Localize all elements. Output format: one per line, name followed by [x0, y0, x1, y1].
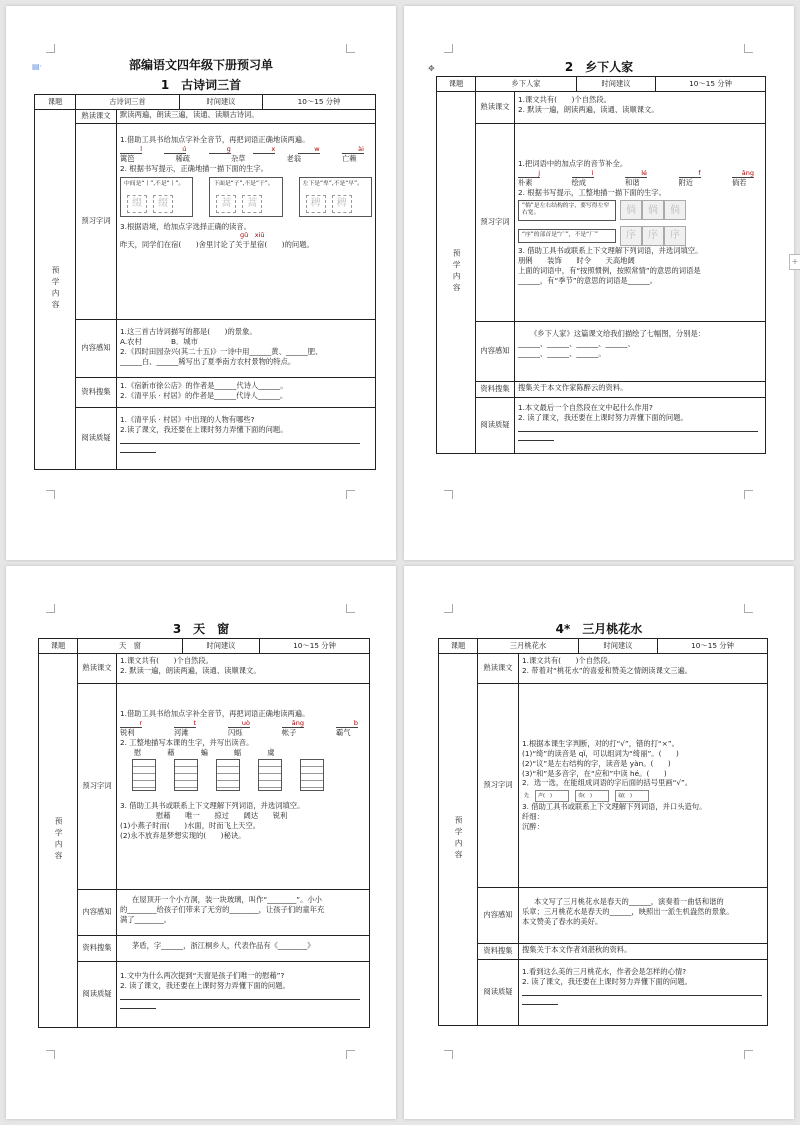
character-row	[120, 748, 366, 758]
question: 1.看到这么美的三月桃花水，作者会是怎样的心情?	[522, 967, 687, 976]
choice-boxes	[522, 790, 764, 802]
answer-blanks[interactable]: ______、______、______、______、	[518, 338, 635, 348]
row-label: 阅读质疑	[476, 397, 515, 453]
row-label: 内容感知	[78, 889, 117, 935]
page-1	[6, 6, 396, 560]
pinyin-row	[120, 145, 372, 154]
crop-mark	[46, 490, 55, 499]
header-time-label: 时间建议	[180, 95, 263, 109]
row-yuedu	[76, 407, 375, 469]
table-header	[39, 639, 369, 654]
question: 2.读了课文，我还要在上课时努力弄懂下面的问题。	[120, 424, 288, 434]
preview-table	[438, 638, 768, 1026]
word: 和谐	[625, 177, 640, 187]
word-list: 朋俐 装饰 时令 天高地阔	[518, 256, 635, 265]
trace-cell[interactable]: 序	[620, 226, 642, 246]
pinyin-blank[interactable]: lé	[625, 169, 647, 178]
crop-mark	[346, 44, 355, 53]
pinyin-blank[interactable]: l	[120, 145, 142, 154]
header-time-label: 时间建议	[577, 77, 656, 91]
table-header	[437, 77, 765, 92]
row-label: 资料搜集	[476, 381, 515, 397]
question: 茅盾，字______，浙江桐乡人，代表作品有《________》	[132, 941, 315, 950]
lesson-title: 2 乡下人家	[564, 60, 634, 74]
header-time: 10～15 分钟	[297, 97, 341, 107]
page-4	[404, 566, 794, 1119]
pinyin-row	[120, 719, 366, 728]
writing-grid[interactable]	[300, 759, 324, 791]
trace-cell[interactable]: 稗	[332, 195, 352, 213]
lesson-title: 4* 三月桃花水	[555, 622, 643, 636]
word: 杂草	[231, 153, 246, 163]
page-2	[404, 6, 799, 560]
trace-cell[interactable]: 倘	[620, 200, 642, 220]
writing-hint: 左下是“卑”,不是“早”。	[302, 180, 363, 187]
left-column	[35, 109, 76, 469]
pinyin-hint: ɡǔ xiū	[240, 231, 265, 240]
trace-cell[interactable]: 稗	[306, 195, 326, 213]
question: 2. 读了课文，我还要在上课时努力弄懂下面的问题。	[120, 980, 290, 990]
page-title: 部编语文四年级下册预习单	[128, 58, 273, 72]
instruction: 3.根据语境，给加点字选择正确的读音。	[120, 221, 252, 231]
instruction: 3. 借助工具书或联系上下文理解下列词语，并口头造句。	[522, 802, 707, 812]
question: 在屋顶开一个小方洞，装一块玻璃，叫作“________”。小小	[132, 895, 322, 904]
instruction: 2．选一选，在能组成词语的字后面的括号里画“√”。	[522, 778, 693, 788]
word-row	[120, 728, 366, 738]
pinyin-row	[518, 169, 762, 178]
instruction: 2. 默读一遍，朗读两遍，读通、读顺课文。	[120, 665, 261, 675]
question: 1.课文共有( )个自然段。	[522, 656, 615, 665]
question: 1.文中为什么两次提到“天窗是孩子们唯一的慰藉”?	[120, 971, 285, 980]
trace-cell[interactable]: 倘	[664, 200, 686, 220]
word: 倘若	[732, 177, 747, 187]
answer-line[interactable]	[120, 435, 360, 444]
character: 蝠	[233, 747, 242, 757]
header-time-label: 时间建议	[579, 639, 658, 653]
word-row	[518, 178, 762, 188]
writing-hint: 下面是“子”,不是“于”。	[213, 180, 274, 187]
word: 篱笆	[120, 153, 135, 163]
writing-grid[interactable]	[132, 759, 156, 791]
row-label: 阅读质疑	[76, 407, 117, 469]
word-list: 慰藉 唯一 掠过 阔达 锐利	[156, 811, 288, 821]
question: 沉醉：	[522, 821, 544, 831]
question: 1.《宿新市徐公店》的作者是______代诗人______。	[120, 381, 288, 390]
pinyin-blank[interactable]: ì	[572, 169, 594, 178]
left-column-label: 预学内容	[452, 249, 462, 295]
row-label: 熟读课文	[76, 109, 117, 123]
answer-line[interactable]	[522, 996, 558, 1005]
page-3	[6, 566, 396, 1119]
writing-hint: “倘”是左右结构的字，要写得左窄右宽。	[518, 200, 616, 222]
row-label: 预习字词	[476, 123, 515, 321]
judgement-item: (2)“议”是左右结构的字，读音是 yàn。( )	[522, 758, 671, 768]
question: 纤细：	[522, 812, 544, 822]
pinyin-blank[interactable]: w	[298, 145, 320, 154]
word: 绘成	[571, 177, 587, 187]
answer-line[interactable]	[518, 423, 758, 432]
row-yuxi	[478, 683, 767, 888]
document-icon[interactable]: ▤·	[32, 62, 43, 71]
row-label: 预习字词	[76, 123, 117, 319]
judgement-item: (1)“绮”的读音是 qǐ，可以组词为“绮丽”。( )	[522, 748, 679, 758]
header-course: 三月桃花水	[478, 639, 579, 653]
instruction: 3. 借助工具书或联系上下文理解下列词语，并选词填空。	[120, 801, 305, 811]
move-handle-icon[interactable]: ✥	[428, 64, 435, 73]
crop-mark	[46, 1050, 55, 1059]
table-header	[439, 639, 767, 654]
question: 本文赞美了春水的美好。	[522, 916, 603, 926]
left-column	[439, 653, 478, 1025]
row-neirong	[76, 319, 375, 378]
answer-blanks[interactable]: ______、______、______。	[518, 348, 606, 358]
table-header	[35, 95, 375, 110]
pinyin-blank[interactable]: ú	[164, 145, 186, 154]
pinyin-blank[interactable]: t	[174, 719, 196, 728]
trace-cell[interactable]: 蒿	[242, 195, 262, 213]
question: 1.这三首古诗词描写的都是( )的景象。	[120, 327, 257, 336]
row-label: 内容感知	[478, 887, 519, 943]
question: 上面的词语中，有“按照惯例，按照常情”的意思的词语是	[518, 265, 701, 275]
row-yuxi	[78, 683, 369, 890]
trace-cell[interactable]: 缀	[127, 195, 147, 213]
trace-cell[interactable]: 蒿	[216, 195, 236, 213]
writing-hint: “序”的部首是“广”，不是“厂”	[518, 229, 616, 243]
question: 2. 读了课文，我还要在上课时努力弄懂下面的问题。	[522, 976, 692, 986]
row-shudu	[478, 653, 767, 684]
row-shudu	[476, 91, 765, 124]
crop-mark	[744, 1050, 753, 1059]
question: 2.《四时田园杂兴(其二十五)》一诗中用______黄、______肥、	[120, 346, 323, 356]
left-column-label: 预学内容	[54, 817, 64, 863]
row-shudu	[78, 653, 369, 684]
header-course: 古诗词三首	[76, 95, 180, 109]
answer-line[interactable]	[120, 991, 360, 1000]
pinyin-blank[interactable]: j	[518, 169, 540, 178]
writing-box	[209, 177, 282, 217]
choice-box[interactable]: 奏( )	[575, 790, 609, 802]
question: (2)永不放弃是梦想实现的( )秘诀。	[120, 830, 246, 840]
writing-grid[interactable]	[258, 759, 282, 791]
preview-table	[436, 76, 766, 454]
question: 1.课文共有( )个自然段。	[518, 95, 611, 104]
word: 老翁	[286, 153, 302, 163]
character: 蝙	[200, 747, 208, 757]
row-ziliao	[78, 935, 369, 962]
instruction: 2. 默读一遍，朗读两遍，读通、读顺课文。	[518, 104, 659, 114]
row-neirong	[478, 887, 767, 944]
judgement-item: (3)“和”是多音字，在“应和”中读 hé。( )	[522, 768, 667, 778]
crop-mark	[444, 44, 453, 53]
row-shudu	[76, 109, 375, 124]
row-label: 资料搜集	[78, 935, 117, 961]
question: 搜集关于本文作家陈醉云的资料。	[518, 383, 628, 392]
writing-grid[interactable]	[216, 759, 240, 791]
question: 2.《清平乐 · 村居》的作者是______代诗人______。	[120, 390, 288, 400]
header-keti: 课题	[439, 639, 478, 653]
question: ______，有“季节”的意思的词语是______。	[518, 275, 657, 285]
trace-cell[interactable]: 缀	[153, 195, 173, 213]
word: 朴素	[518, 177, 533, 187]
word: 稀疏	[175, 153, 191, 163]
writing-boxes	[518, 200, 762, 247]
header-keti: 课题	[437, 77, 476, 91]
word: 闪烁	[228, 727, 243, 737]
question: 乐章；三月桃花水是春天的______，映照出一派生机盎然的景象。	[522, 906, 734, 916]
character: 慰	[134, 747, 142, 757]
crop-mark	[444, 1050, 453, 1059]
trace-cell[interactable]: 倘	[642, 200, 664, 220]
trace-cell[interactable]: 序	[642, 226, 664, 246]
pinyin-blank[interactable]: x	[253, 145, 275, 154]
row-label: 预习字词	[478, 683, 519, 887]
word: 附近	[678, 177, 694, 187]
crop-mark	[744, 604, 753, 613]
instruction: 1.把词语中的加点字的音节补全。	[518, 159, 628, 168]
row-label: 阅读质疑	[478, 959, 519, 1025]
lesson-title: 1 古诗词三首	[160, 78, 242, 92]
row-ziliao	[478, 943, 767, 960]
answer-line[interactable]	[518, 432, 554, 441]
pinyin-blank[interactable]: ɡ	[209, 145, 231, 154]
instruction: 3. 借助工具书或联系上下文理解下列词语，并选词填空。	[518, 246, 703, 256]
header-keti: 课题	[35, 95, 76, 109]
question: 搜集关于本文作者刘湛秋的资料。	[522, 945, 632, 954]
preview-table	[38, 638, 370, 1028]
word-row	[120, 154, 372, 164]
choice-box[interactable]: 叙( )	[615, 790, 649, 802]
word: 亡赖	[342, 153, 357, 163]
writing-grids	[120, 759, 366, 791]
instruction: 1.借助工具书给加点字补全音节，再把词语正确地读两遍。	[120, 709, 310, 718]
answer-line[interactable]	[120, 1000, 156, 1009]
question: (1)小燕子时而( )水面，时而飞上天空。	[120, 821, 261, 831]
row-label: 资料搜集	[478, 943, 519, 959]
question: 《乡下人家》这篇课文给我们描绘了七幅图，分别是：	[530, 329, 706, 338]
header-time: 10～15 分钟	[689, 79, 732, 89]
crop-mark	[744, 44, 753, 53]
header-keti: 课题	[39, 639, 78, 653]
row-label: 熟读课文	[78, 653, 117, 683]
preview-table	[34, 94, 376, 470]
crop-mark	[346, 604, 355, 613]
pinyin-blank[interactable]: uò	[228, 719, 250, 728]
instruction: 1.借助工具书给加点字补全音节，再把词语正确地读两遍。	[120, 135, 310, 144]
question: ______白、______稀写出了夏季南方农村景物的特点。	[120, 356, 296, 366]
left-column-label: 预学内容	[454, 816, 464, 862]
instruction: 2. 带着对“桃花水”的喜爱和赞美之情朗读课文三遍。	[522, 665, 693, 675]
writing-box	[120, 177, 193, 217]
header-time: 10～15 分钟	[293, 641, 336, 651]
instruction: 2. 根据书写提示，工整地描一描下面的生字。	[518, 187, 666, 197]
header-course: 乡下人家	[476, 77, 577, 91]
lesson-title: 3 天 窗	[172, 622, 230, 636]
question: 1.《清平乐 · 村居》中出现的人物有哪些?	[120, 415, 255, 424]
crop-mark	[444, 490, 453, 499]
writing-grid[interactable]	[174, 759, 198, 791]
character: 虞	[267, 747, 275, 757]
left-column	[437, 91, 476, 453]
question: 1.本文最后一个自然段在文中起什么作用?	[518, 403, 653, 412]
left-column	[39, 653, 78, 1027]
row-neirong	[476, 321, 765, 382]
row-yuxi	[76, 123, 375, 320]
row-yuedu	[78, 961, 369, 1027]
header-time: 10～15 分钟	[691, 641, 734, 651]
header-course: 天 窗	[78, 639, 183, 653]
row-label: 阅读质疑	[78, 961, 117, 1027]
crop-mark	[46, 604, 55, 613]
row-ziliao	[476, 381, 765, 398]
add-icon[interactable]: +	[789, 254, 800, 270]
row-label: 预习字词	[78, 683, 117, 889]
row-ziliao	[76, 377, 375, 408]
word: 锐利	[120, 727, 135, 737]
pinyin-blank[interactable]: ài	[342, 145, 364, 154]
question: 1.课文共有( )个自然段。	[120, 656, 213, 665]
row-text: 默读两遍，朗读三遍，读通、读顺古诗词。	[120, 110, 259, 119]
word: 霸气	[336, 727, 351, 737]
instruction: 2. 工整地描写本课的生字，并写出读音。	[120, 737, 254, 747]
pinyin-blank[interactable]: r	[120, 719, 142, 728]
question: 2. 读了课文，我还要在上课时努力弄懂下面的问题。	[518, 412, 688, 422]
row-label: 内容感知	[476, 321, 515, 381]
character: 藉	[167, 747, 175, 757]
question: 昨天，同学们在宿( )舍里讨论了关于星宿( )的问题。	[120, 240, 314, 250]
instruction: 2. 根据书写提示，正确地描一描下面的生字。	[120, 163, 268, 173]
crop-mark	[346, 1050, 355, 1059]
question: 的________给孩子们带来了无穷的________，让孩子们的童年充	[120, 904, 325, 914]
options: A.农村 B．城市	[120, 336, 198, 346]
row-yuedu	[476, 397, 765, 453]
instruction: 1.根据本课生字判断，对的打“√”，错的打“×”。	[522, 739, 679, 748]
writing-boxes	[120, 177, 372, 217]
trace-cell[interactable]: 序	[664, 226, 686, 246]
row-label: 内容感知	[76, 319, 117, 377]
choice-lead: 先	[524, 792, 530, 799]
word: 河滩	[174, 727, 189, 737]
row-yuxi	[476, 123, 765, 322]
choice-box[interactable]: 声( )	[535, 790, 569, 802]
pinyin-blank[interactable]: āng	[282, 719, 304, 728]
writing-box	[299, 177, 372, 217]
question: 满了________。	[120, 914, 172, 924]
answer-line[interactable]	[120, 444, 156, 453]
crop-mark	[46, 44, 55, 53]
writing-hint: 中间是“丨”,不是“丨”。	[124, 180, 185, 187]
row-label: 资料搜集	[76, 377, 117, 407]
pinyin-blank[interactable]: āng	[732, 169, 754, 178]
crop-mark	[346, 490, 355, 499]
row-yuedu	[478, 959, 767, 1025]
crop-mark	[744, 490, 753, 499]
pinyin-blank[interactable]: b	[336, 719, 358, 728]
row-label: 熟读课文	[478, 653, 519, 683]
answer-line[interactable]	[522, 987, 762, 996]
row-neirong	[78, 889, 369, 936]
pinyin-blank[interactable]: f	[679, 169, 701, 178]
left-column-label: 预学内容	[51, 266, 61, 312]
crop-mark	[444, 604, 453, 613]
header-time-label: 时间建议	[183, 639, 260, 653]
word: 帐子	[282, 727, 297, 737]
question: 本文写了三月桃花水是春天的______，演奏着一曲恬和谐的	[534, 897, 724, 906]
row-label: 熟读课文	[476, 91, 515, 123]
